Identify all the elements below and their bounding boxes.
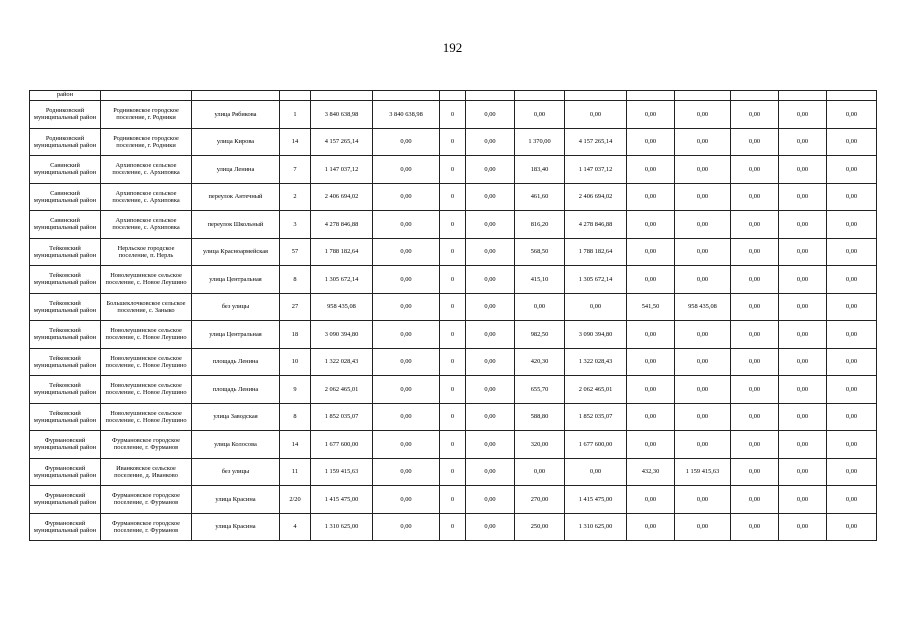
cell-fund-3: 0,00 bbox=[466, 486, 515, 514]
cell-area-3: 0,00 bbox=[731, 486, 779, 514]
cell-house: 9 bbox=[280, 376, 311, 404]
cell-cost-3: 0,00 bbox=[779, 486, 827, 514]
cell-total-cost: 1 415 475,00 bbox=[311, 486, 373, 514]
cell-district: Тейковский муниципальный район bbox=[30, 348, 101, 376]
cell-street: улица Ленина bbox=[192, 156, 280, 184]
cell-area-2: 0,00 bbox=[627, 266, 675, 294]
cell-cost-3: 0,00 bbox=[779, 266, 827, 294]
cell-house: 2 bbox=[280, 183, 311, 211]
cell-district: Савинский муниципальный район bbox=[30, 183, 101, 211]
cell-cost-2: 0,00 bbox=[675, 101, 731, 129]
cell-extra: 0,00 bbox=[827, 431, 877, 459]
cell-fund-3: 0,00 bbox=[466, 101, 515, 129]
cell-district: Тейковский муниципальный район bbox=[30, 266, 101, 294]
cell-area-1: 270,00 bbox=[515, 486, 565, 514]
cell-extra: 0,00 bbox=[827, 321, 877, 349]
cell-extra: 0,00 bbox=[827, 101, 877, 129]
cell-settlement: Архиповское сельское поселение, с. Архиповка bbox=[101, 156, 192, 184]
cell-cost-1: 2 406 694,02 bbox=[565, 183, 627, 211]
table-row bbox=[30, 513, 877, 541]
cell-cost-2: 0,00 bbox=[675, 431, 731, 459]
cell-extra: 0,00 bbox=[827, 403, 877, 431]
cell-total-cost: 1 677 600,00 bbox=[311, 431, 373, 459]
cell-area-2: 0,00 bbox=[627, 101, 675, 129]
cell-cost-1: 4 157 265,14 bbox=[565, 128, 627, 156]
cell-district: Родниковский муниципальный район bbox=[30, 101, 101, 129]
cell-fund-1: 0,00 bbox=[373, 211, 440, 239]
cell-area-1: 0,00 bbox=[515, 293, 565, 321]
cell-cost-2: 0,00 bbox=[675, 183, 731, 211]
cell-cost-1: 0,00 bbox=[565, 101, 627, 129]
cell-settlement: Фурмановское городское поселение, г. Фурманов bbox=[101, 431, 192, 459]
cell-house: 7 bbox=[280, 156, 311, 184]
cell-fund-1: 0,00 bbox=[373, 513, 440, 541]
cell-fund-2: 0 bbox=[440, 513, 466, 541]
cell-total-cost: 2 406 694,02 bbox=[311, 183, 373, 211]
cell-total-cost: 3 840 638,98 bbox=[311, 101, 373, 129]
cell-street: улица Центральная bbox=[192, 266, 280, 294]
cell-district: Фурмановский муниципальный район bbox=[30, 486, 101, 514]
cell-settlement: Родниковское городское поселение, г. Родники bbox=[101, 128, 192, 156]
cell-cost-1: 1 852 035,07 bbox=[565, 403, 627, 431]
cell-total-cost: 3 090 394,80 bbox=[311, 321, 373, 349]
cell-fund-1: 0,00 bbox=[373, 376, 440, 404]
cell-street: улица Рябикова bbox=[192, 101, 280, 129]
cell-cost-2: 958 435,08 bbox=[675, 293, 731, 321]
cell-fund-3: 0,00 bbox=[466, 376, 515, 404]
cell-fund-3: 0,00 bbox=[466, 321, 515, 349]
cell-area-1: 415,10 bbox=[515, 266, 565, 294]
cell-district: Тейковский муниципальный район bbox=[30, 321, 101, 349]
table-row bbox=[30, 211, 877, 239]
cell-fund-3: 0,00 bbox=[466, 183, 515, 211]
cell-total-cost: 4 157 265,14 bbox=[311, 128, 373, 156]
cell-cost-3: 0,00 bbox=[779, 128, 827, 156]
cell-cost-2: 0,00 bbox=[675, 486, 731, 514]
cell-area-1: 420,30 bbox=[515, 348, 565, 376]
cell-cost-2: 0,00 bbox=[675, 513, 731, 541]
cell-fund-3: 0,00 bbox=[466, 403, 515, 431]
cell-settlement: Большеклочковское сельское поселение, с. Заныко bbox=[101, 293, 192, 321]
cell-fund-3: 0,00 bbox=[466, 211, 515, 239]
cell-cost-1: 0,00 bbox=[565, 458, 627, 486]
cell-fund-3: 0,00 bbox=[466, 266, 515, 294]
cell-cost-1: 2 062 465,01 bbox=[565, 376, 627, 404]
cell-fund-1: 0,00 bbox=[373, 348, 440, 376]
cell-fund-3: 0,00 bbox=[466, 348, 515, 376]
cell-area-1: 816,20 bbox=[515, 211, 565, 239]
data-table bbox=[29, 90, 877, 541]
cell-fund-2: 0 bbox=[440, 486, 466, 514]
cell-total-cost: 1 305 672,14 bbox=[311, 266, 373, 294]
cell-total-cost: 1 159 415,63 bbox=[311, 458, 373, 486]
cell-house: 8 bbox=[280, 403, 311, 431]
cell-area-1: 183,40 bbox=[515, 156, 565, 184]
cell-fund-2: 0 bbox=[440, 376, 466, 404]
cell-extra: 0,00 bbox=[827, 266, 877, 294]
cell-area-3: 0,00 bbox=[731, 128, 779, 156]
cell-settlement: Архиповское сельское поселение, с. Архиповка bbox=[101, 211, 192, 239]
cell-fund-2: 0 bbox=[440, 431, 466, 459]
cell-fund-2: 0 bbox=[440, 321, 466, 349]
cell-fund-2: 0 bbox=[440, 266, 466, 294]
cell-area-3: 0,00 bbox=[731, 513, 779, 541]
cell-extra: 0,00 bbox=[827, 348, 877, 376]
cell-total-cost: 2 062 465,01 bbox=[311, 376, 373, 404]
cell-district: Савинский муниципальный район bbox=[30, 156, 101, 184]
cell-cost-1: 1 677 600,00 bbox=[565, 431, 627, 459]
cell-fund-3: 0,00 bbox=[466, 156, 515, 184]
cell-area-1: 461,60 bbox=[515, 183, 565, 211]
cell-total-cost: 1 310 625,00 bbox=[311, 513, 373, 541]
cell-total-cost: 958 435,08 bbox=[311, 293, 373, 321]
cell-settlement: Иванковское сельское поселение, д. Иванково bbox=[101, 458, 192, 486]
cell-settlement: Новолеушинское сельское поселение, с. Новое Леушино bbox=[101, 266, 192, 294]
cell-settlement: Новолеушинское сельское поселение, с. Новое Леушино bbox=[101, 348, 192, 376]
cell-settlement: Родниковское городское поселение, г. Родники bbox=[101, 101, 192, 129]
cell-street: площадь Ленина bbox=[192, 376, 280, 404]
cell-settlement: Новолеушинское сельское поселение, с. Новое Леушино bbox=[101, 376, 192, 404]
cell-area-2: 0,00 bbox=[627, 156, 675, 184]
cell-fund-1: 0,00 bbox=[373, 431, 440, 459]
cell-fund-3: 0,00 bbox=[466, 293, 515, 321]
cell-cost-1: 1 147 037,12 bbox=[565, 156, 627, 184]
cell-extra: 0,00 bbox=[827, 128, 877, 156]
cell-total-cost: 1 322 028,43 bbox=[311, 348, 373, 376]
cell-area-2: 0,00 bbox=[627, 431, 675, 459]
cell-fund-2: 0 bbox=[440, 293, 466, 321]
cell-fund-1: 0,00 bbox=[373, 403, 440, 431]
cell-settlement: Новолеушинское сельское поселение, с. Новое Леушино bbox=[101, 321, 192, 349]
cell-street: улица Заводская bbox=[192, 403, 280, 431]
cell-fund-2: 0 bbox=[440, 156, 466, 184]
cell-cost-2: 0,00 bbox=[675, 238, 731, 266]
cell-house: 10 bbox=[280, 348, 311, 376]
cell-street: переулок Антечный bbox=[192, 183, 280, 211]
cell-settlement: Нерльское городское поселение, п. Нерль bbox=[101, 238, 192, 266]
cell-area-2: 0,00 bbox=[627, 486, 675, 514]
cell-area-1: 655,70 bbox=[515, 376, 565, 404]
cell-area-2: 0,00 bbox=[627, 513, 675, 541]
cell-cost-2: 0,00 bbox=[675, 403, 731, 431]
cell-area-3: 0,00 bbox=[731, 403, 779, 431]
table-row bbox=[30, 266, 877, 294]
cell-house: 1 bbox=[280, 101, 311, 129]
cell-area-2: 0,00 bbox=[627, 211, 675, 239]
cell-fund-3: 0,00 bbox=[466, 431, 515, 459]
cell-area-2: 0,00 bbox=[627, 128, 675, 156]
cell-fund-1: 0,00 bbox=[373, 183, 440, 211]
cell-area-3: 0,00 bbox=[731, 211, 779, 239]
page-number: 192 bbox=[442, 40, 463, 55]
cell-cost-2: 0,00 bbox=[675, 376, 731, 404]
cell-cost-1: 4 278 846,88 bbox=[565, 211, 627, 239]
cell-street: улица Центральная bbox=[192, 321, 280, 349]
cell-street: без улицы bbox=[192, 458, 280, 486]
cell-cost-2: 0,00 bbox=[675, 266, 731, 294]
cell-cost-2: 0,00 bbox=[675, 211, 731, 239]
cell-cost-1: 0,00 bbox=[565, 293, 627, 321]
cell-area-1: 568,50 bbox=[515, 238, 565, 266]
cell-street: улица Кирова bbox=[192, 128, 280, 156]
cell-extra: 0,00 bbox=[827, 211, 877, 239]
table-row bbox=[30, 238, 877, 266]
cell-total-cost: 1 852 035,07 bbox=[311, 403, 373, 431]
cell-fund-2: 0 bbox=[440, 128, 466, 156]
cell-area-3: 0,00 bbox=[731, 266, 779, 294]
cell-area-2: 0,00 bbox=[627, 183, 675, 211]
cell-district: Родниковский муниципальный район bbox=[30, 128, 101, 156]
cell-fund-2: 0 bbox=[440, 458, 466, 486]
cell-fund-2: 0 bbox=[440, 403, 466, 431]
cell-extra: 0,00 bbox=[827, 458, 877, 486]
cell-fund-1: 0,00 bbox=[373, 486, 440, 514]
table-body bbox=[30, 91, 877, 541]
cell-house: 8 bbox=[280, 266, 311, 294]
cell-fund-2: 0 bbox=[440, 348, 466, 376]
cell-fund-1: 0,00 bbox=[373, 458, 440, 486]
cell-house: 27 bbox=[280, 293, 311, 321]
cell-extra: 0,00 bbox=[827, 238, 877, 266]
table-row bbox=[30, 458, 877, 486]
table-row bbox=[30, 183, 877, 211]
cell-area-2: 0,00 bbox=[627, 238, 675, 266]
cell-cost-3: 0,00 bbox=[779, 403, 827, 431]
cell-area-3: 0,00 bbox=[731, 348, 779, 376]
cell-area-2: 541,50 bbox=[627, 293, 675, 321]
cell-district: Тейковский муниципальный район bbox=[30, 238, 101, 266]
cell-total-cost: 4 278 846,88 bbox=[311, 211, 373, 239]
cell-fund-1: 0,00 bbox=[373, 266, 440, 294]
cell-cost-3: 0,00 bbox=[779, 183, 827, 211]
cell-district: Савинский муниципальный район bbox=[30, 211, 101, 239]
cell-house: 3 bbox=[280, 211, 311, 239]
cell-district: Фурмановский муниципальный район bbox=[30, 458, 101, 486]
cell-area-1: 250,00 bbox=[515, 513, 565, 541]
cell-district: Тейковский муниципальный район bbox=[30, 293, 101, 321]
cell-street: улица Красина bbox=[192, 486, 280, 514]
cell-cost-1: 1 322 028,43 bbox=[565, 348, 627, 376]
cell-street: переулок Школьный bbox=[192, 211, 280, 239]
cell-cost-1: 1 310 625,00 bbox=[565, 513, 627, 541]
cell-cost-3: 0,00 bbox=[779, 513, 827, 541]
cell-street: площадь Ленина bbox=[192, 348, 280, 376]
cell-cost-1: 3 090 394,80 bbox=[565, 321, 627, 349]
cell-street: улица Колосова bbox=[192, 431, 280, 459]
cell-house: 14 bbox=[280, 431, 311, 459]
cell-fund-2: 0 bbox=[440, 183, 466, 211]
cell-cost-3: 0,00 bbox=[779, 431, 827, 459]
cell-fund-1: 0,00 bbox=[373, 156, 440, 184]
cell-fund-1: 0,00 bbox=[373, 321, 440, 349]
cell-cost-1: 1 415 475,00 bbox=[565, 486, 627, 514]
cell-area-2: 0,00 bbox=[627, 376, 675, 404]
cell-house: 2/20 bbox=[280, 486, 311, 514]
cell-area-3: 0,00 bbox=[731, 321, 779, 349]
cell-area-3: 0,00 bbox=[731, 376, 779, 404]
cell-area-1: 1 370,00 bbox=[515, 128, 565, 156]
cell-area-3: 0,00 bbox=[731, 238, 779, 266]
cell-district: район bbox=[30, 91, 101, 101]
cell-fund-1: 0,00 bbox=[373, 128, 440, 156]
cell-area-1: 588,80 bbox=[515, 403, 565, 431]
cell-extra: 0,00 bbox=[827, 293, 877, 321]
cell-district: Фурмановский муниципальный район bbox=[30, 431, 101, 459]
table-row bbox=[30, 156, 877, 184]
cell-district: Тейковский муниципальный район bbox=[30, 376, 101, 404]
cell-area-2: 432,30 bbox=[627, 458, 675, 486]
cell-fund-1: 0,00 bbox=[373, 293, 440, 321]
cell-cost-2: 1 159 415,63 bbox=[675, 458, 731, 486]
cell-cost-3: 0,00 bbox=[779, 238, 827, 266]
cell-extra: 0,00 bbox=[827, 486, 877, 514]
cell-cost-1: 1 788 182,64 bbox=[565, 238, 627, 266]
table-row bbox=[30, 486, 877, 514]
table-row bbox=[30, 101, 877, 129]
cell-fund-2: 0 bbox=[440, 238, 466, 266]
table-row bbox=[30, 293, 877, 321]
cell-cost-3: 0,00 bbox=[779, 101, 827, 129]
cell-area-1: 320,00 bbox=[515, 431, 565, 459]
cell-cost-2: 0,00 bbox=[675, 156, 731, 184]
cell-cost-2: 0,00 bbox=[675, 321, 731, 349]
cell-cost-3: 0,00 bbox=[779, 458, 827, 486]
cell-fund-1: 3 840 638,98 bbox=[373, 101, 440, 129]
cell-district: Тейковский муниципальный район bbox=[30, 403, 101, 431]
cell-fund-3: 0,00 bbox=[466, 458, 515, 486]
cell-house: 14 bbox=[280, 128, 311, 156]
cell-fund-1: 0,00 bbox=[373, 238, 440, 266]
cell-cost-3: 0,00 bbox=[779, 156, 827, 184]
cell-cost-3: 0,00 bbox=[779, 321, 827, 349]
cell-extra: 0,00 bbox=[827, 183, 877, 211]
cell-house: 4 bbox=[280, 513, 311, 541]
cell-area-3: 0,00 bbox=[731, 183, 779, 211]
cell-area-1: 0,00 bbox=[515, 458, 565, 486]
cell-settlement: Фурмановское городское поселение, г. Фурманов bbox=[101, 486, 192, 514]
cell-fund-2: 0 bbox=[440, 101, 466, 129]
cell-house: 18 bbox=[280, 321, 311, 349]
cell-district: Фурмановский муниципальный район bbox=[30, 513, 101, 541]
cell-total-cost: 1 788 182,64 bbox=[311, 238, 373, 266]
table-row bbox=[30, 348, 877, 376]
cell-fund-3: 0,00 bbox=[466, 238, 515, 266]
cell-fund-2: 0 bbox=[440, 211, 466, 239]
table-row bbox=[30, 376, 877, 404]
cell-area-3: 0,00 bbox=[731, 431, 779, 459]
cell-area-3: 0,00 bbox=[731, 101, 779, 129]
cell-cost-3: 0,00 bbox=[779, 211, 827, 239]
cell-total-cost: 1 147 037,12 bbox=[311, 156, 373, 184]
cell-area-2: 0,00 bbox=[627, 348, 675, 376]
cell-settlement: Новолеушинское сельское поселение, с. Новое Леушино bbox=[101, 403, 192, 431]
cell-settlement: Архиповское сельское поселение, с. Архиповка bbox=[101, 183, 192, 211]
cell-fund-3: 0,00 bbox=[466, 513, 515, 541]
cell-extra: 0,00 bbox=[827, 513, 877, 541]
cell-cost-2: 0,00 bbox=[675, 128, 731, 156]
cell-area-3: 0,00 bbox=[731, 458, 779, 486]
cell-street: улица Красноармейская bbox=[192, 238, 280, 266]
table-row bbox=[30, 321, 877, 349]
cell-settlement: Фурмановское городское поселение, г. Фурманов bbox=[101, 513, 192, 541]
cell-cost-3: 0,00 bbox=[779, 293, 827, 321]
table-row-continuation bbox=[30, 91, 877, 101]
cell-street: без улицы bbox=[192, 293, 280, 321]
table-row bbox=[30, 403, 877, 431]
cell-area-2: 0,00 bbox=[627, 403, 675, 431]
cell-cost-3: 0,00 bbox=[779, 348, 827, 376]
table-row bbox=[30, 431, 877, 459]
cell-house: 11 bbox=[280, 458, 311, 486]
cell-area-3: 0,00 bbox=[731, 293, 779, 321]
cell-area-3: 0,00 bbox=[731, 156, 779, 184]
cell-cost-2: 0,00 bbox=[675, 348, 731, 376]
table-row bbox=[30, 128, 877, 156]
cell-house: 57 bbox=[280, 238, 311, 266]
cell-cost-3: 0,00 bbox=[779, 376, 827, 404]
cell-fund-3: 0,00 bbox=[466, 128, 515, 156]
cell-area-2: 0,00 bbox=[627, 321, 675, 349]
cell-area-1: 982,50 bbox=[515, 321, 565, 349]
cell-area-1: 0,00 bbox=[515, 101, 565, 129]
cell-extra: 0,00 bbox=[827, 156, 877, 184]
cell-cost-1: 1 305 672,14 bbox=[565, 266, 627, 294]
cell-street: улица Красина bbox=[192, 513, 280, 541]
cell-extra: 0,00 bbox=[827, 376, 877, 404]
